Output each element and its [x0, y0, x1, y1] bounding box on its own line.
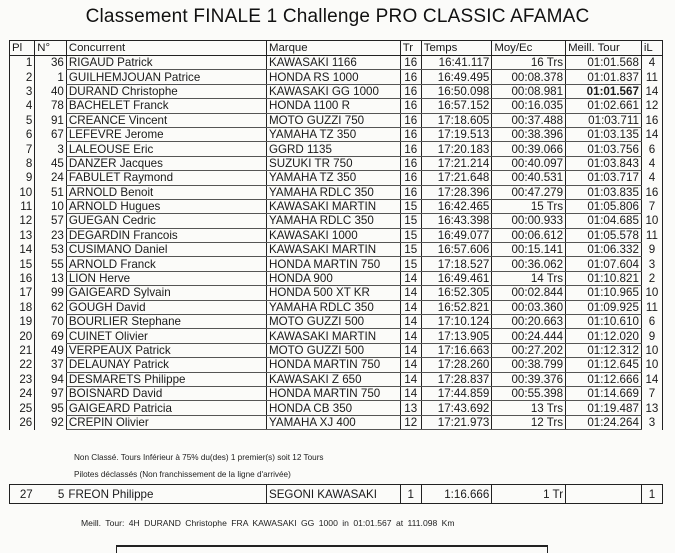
cell-brand: HONDA 500 XT KR [266, 286, 400, 300]
cell-number: 95 [35, 401, 67, 415]
table-row [10, 358, 663, 372]
cell-laps: 1 [400, 485, 421, 504]
cell-brand: YAMAHA TZ 350 [266, 171, 400, 185]
cell-best-lap-index: 7 [641, 199, 662, 213]
page-title: Classement FINALE 1 Challenge PRO CLASSIC AFAMAC [85, 6, 590, 27]
cell-position: 24 [10, 386, 35, 400]
cell-number: 53 [35, 243, 67, 257]
cell-best-lap-index: 10 [641, 358, 662, 372]
cell-position: 19 [10, 315, 35, 329]
cell-gap: 00:38.396 [492, 127, 566, 141]
cell-time: 16:52.305 [421, 286, 492, 300]
cell-number: 5 [57, 487, 65, 501]
cell-position: 17 [10, 286, 35, 300]
cell-competitor: DESMARETS Philippe [66, 372, 266, 386]
cell-number: 91 [35, 113, 67, 127]
cell-best-lap: 01:10.821 [566, 271, 642, 285]
cell-position: 7 [10, 142, 35, 156]
table-row [10, 257, 663, 271]
cell-gap: 00:08.378 [492, 70, 566, 84]
cell-best-lap: 01:14.669 [566, 386, 642, 400]
cell-gap: 00:40.097 [492, 156, 566, 170]
table-row [10, 329, 663, 343]
cell-competitor: LION Herve [66, 271, 266, 285]
cell-best-lap: 01:03.843 [566, 156, 642, 170]
table-row [10, 228, 663, 242]
cell-gap: 00:00.933 [492, 214, 566, 228]
table-row [10, 99, 663, 113]
cell-competitor: GUILHEMJOUAN Patrice [66, 70, 266, 84]
table-row [10, 415, 663, 429]
cell-gap: 00:03.360 [492, 300, 566, 314]
cell-position: 8 [10, 156, 35, 170]
cell-best-lap: 01:03.717 [566, 171, 642, 185]
cell-laps: 15 [400, 214, 421, 228]
cell-best-lap: 01:09.925 [566, 300, 642, 314]
cell-number: 70 [35, 315, 67, 329]
header-number: N° [35, 41, 67, 56]
cell-best-lap-index: 10 [641, 343, 662, 357]
cell-competitor: LALEOUSE Eric [66, 142, 266, 156]
cell-time: 1:16.666 [421, 485, 492, 504]
cell-laps: 14 [400, 300, 421, 314]
table-row [10, 156, 663, 170]
cell-best-lap: 01:01.837 [566, 70, 642, 84]
cell-position: 10 [10, 185, 35, 199]
cell-brand: HONDA 900 [266, 271, 400, 285]
cell-number: 23 [35, 228, 67, 242]
cell-time: 17:43.692 [421, 401, 492, 415]
cell-number: 24 [35, 171, 67, 185]
cell-brand: YAMAHA RDLC 350 [266, 300, 400, 314]
cell-best-lap-index: 3 [641, 257, 662, 271]
cell-brand: HONDA MARTIN 750 [266, 257, 400, 271]
cell-best-lap-index: 10 [641, 214, 662, 228]
cell-laps: 16 [400, 84, 421, 98]
cell-best-lap-index: 1 [648, 487, 656, 501]
cell-laps: 16 [400, 56, 421, 70]
cell-brand: MOTO GUZZI 500 [266, 343, 400, 357]
cell-best-lap-index: 9 [641, 329, 662, 343]
cell-number: 92 [35, 415, 67, 429]
header-time: Temps [421, 41, 492, 56]
cell-brand: YAMAHA TZ 350 [266, 127, 400, 141]
cell-brand: YAMAHA RDLC 350 [266, 214, 400, 228]
cell-time: 17:18.605 [421, 113, 492, 127]
cell-gap: 00:38.799 [492, 358, 566, 372]
cell-number: 62 [35, 300, 67, 314]
header-gap: Moy/Ec [492, 41, 566, 56]
cell-position: 18 [10, 300, 35, 314]
cell-number: 97 [35, 386, 67, 400]
cell-time: 17:19.513 [421, 127, 492, 141]
cell-best-lap: 01:05.806 [566, 199, 642, 213]
cell-best-lap: 01:05.578 [566, 228, 642, 242]
cell-competitor: GUEGAN Cedric [66, 214, 266, 228]
cell-position: 5 [10, 113, 35, 127]
cell-time: 16:49.461 [421, 271, 492, 285]
table-row [10, 113, 663, 127]
cell-best-lap-index: 11 [641, 70, 662, 84]
cell-laps: 15 [400, 243, 421, 257]
cell-time: 16:42.465 [421, 199, 492, 213]
cell-brand: HONDA MARTIN 750 [266, 358, 400, 372]
cell-brand: MOTO GUZZI 500 [266, 315, 400, 329]
cell-laps: 16 [400, 70, 421, 84]
cell-best-lap-index: 9 [641, 243, 662, 257]
cell-gap: 15 Trs [492, 199, 566, 213]
cell-position: 25 [10, 401, 35, 415]
cell-position: 22 [10, 358, 35, 372]
cell-best-lap-index: 7 [641, 386, 662, 400]
cell-best-lap: 01:04.685 [566, 214, 642, 228]
cell-best-lap [566, 485, 642, 504]
bottom-frame [116, 545, 548, 553]
cell-competitor: VERPEAUX Patrick [66, 343, 266, 357]
cell-position: 12 [10, 214, 35, 228]
cell-number: 99 [35, 286, 67, 300]
cell-gap: 00:47.279 [492, 185, 566, 199]
cell-position: 20 [10, 329, 35, 343]
cell-number: 10 [35, 199, 67, 213]
cell-best-lap-index: 11 [641, 300, 662, 314]
cell-best-lap: 01:03.756 [566, 142, 642, 156]
cell-brand: HONDA CB 350 [266, 401, 400, 415]
cell-best-lap-index: 14 [641, 127, 662, 141]
results-table [9, 40, 663, 430]
cell-position: 1 [10, 56, 35, 70]
cell-gap: 1 Tr [492, 485, 566, 504]
cell-gap: 00:02.844 [492, 286, 566, 300]
cell-best-lap-index: 4 [641, 56, 662, 70]
cell-best-lap-index: 13 [641, 401, 662, 415]
table-row [10, 300, 663, 314]
cell-position: 16 [10, 271, 35, 285]
cell-position: 6 [10, 127, 35, 141]
table-row [10, 127, 663, 141]
table-row [10, 286, 663, 300]
cell-laps: 14 [400, 286, 421, 300]
cell-competitor: BACHELET Franck [66, 99, 266, 113]
cell-competitor: GAIGEARD Sylvain [66, 286, 266, 300]
cell-competitor: RIGAUD Patrick [66, 56, 266, 70]
cell-number: 37 [35, 358, 67, 372]
cell-gap: 00:24.444 [492, 329, 566, 343]
cell-gap: 12 Trs [492, 415, 566, 429]
table-row [10, 271, 663, 285]
cell-time: 17:13.905 [421, 329, 492, 343]
cell-time: 17:16.663 [421, 343, 492, 357]
cell-laps: 15 [400, 228, 421, 242]
cell-best-lap: 01:12.312 [566, 343, 642, 357]
cell-brand: KAWASAKI MARTIN [266, 243, 400, 257]
cell-position: 4 [10, 99, 35, 113]
cell-laps: 15 [400, 199, 421, 213]
cell-time: 17:18.527 [421, 257, 492, 271]
cell-gap: 00:39.376 [492, 372, 566, 386]
cell-competitor: GOUGH David [66, 300, 266, 314]
cell-number: 55 [35, 257, 67, 271]
cell-competitor: CUINET Olivier [66, 329, 266, 343]
cell-gap: 00:16.035 [492, 99, 566, 113]
cell-competitor: DURAND Christophe [66, 84, 266, 98]
cell-laps: 16 [400, 185, 421, 199]
cell-gap: 00:20.663 [492, 315, 566, 329]
cell-best-lap: 01:12.020 [566, 329, 642, 343]
cell-number: 94 [35, 372, 67, 386]
cell-gap: 00:15.141 [492, 243, 566, 257]
cell-competitor: BOISNARD David [66, 386, 266, 400]
cell-time: 17:44.859 [421, 386, 492, 400]
cell-time: 17:21.648 [421, 171, 492, 185]
cell-time: 17:28.837 [421, 372, 492, 386]
table-row [10, 171, 663, 185]
cell-competitor: CREPIN Olivier [66, 415, 266, 429]
cell-best-lap: 01:10.610 [566, 315, 642, 329]
fastest-lap-line: Meill. Tour: 4H DURAND Christophe FRA KAWASAKI GG 1000 in 01:01.567 at 111.098 Km [81, 518, 455, 528]
cell-position: 14 [10, 243, 35, 257]
cell-number: 1 [35, 70, 67, 84]
cell-best-lap: 01:01.568 [566, 56, 642, 70]
table-row [10, 243, 663, 257]
cell-brand: KAWASAKI MARTIN [266, 199, 400, 213]
cell-position: 13 [10, 228, 35, 242]
cell-laps: 16 [400, 171, 421, 185]
cell-time: 16:52.821 [421, 300, 492, 314]
cell-position: 26 [10, 415, 35, 429]
cell-competitor: GAIGEARD Patricia [66, 401, 266, 415]
cell-position: 9 [10, 171, 35, 185]
cell-brand: KAWASAKI 1000 [266, 228, 400, 242]
cell-number: 3 [35, 142, 67, 156]
cell-best-lap: 01:06.332 [566, 243, 642, 257]
header-best-lap-index: iL [641, 41, 662, 56]
cell-best-lap-index: 14 [641, 84, 662, 98]
header-brand: Marque [266, 41, 400, 56]
cell-position: 3 [10, 84, 35, 98]
cell-best-lap-index: 2 [641, 271, 662, 285]
cell-competitor: FREON Philippe [68, 487, 154, 501]
cell-laps: 14 [400, 315, 421, 329]
cell-laps: 14 [400, 343, 421, 357]
cell-best-lap-index: 6 [641, 142, 662, 156]
cell-position: 23 [10, 372, 35, 386]
cell-gap: 16 Trs [492, 56, 566, 70]
header-laps: Tr [400, 41, 421, 56]
cell-time: 17:20.183 [421, 142, 492, 156]
cell-time: 16:49.077 [421, 228, 492, 242]
cell-position: 21 [10, 343, 35, 357]
cell-laps: 14 [400, 386, 421, 400]
cell-best-lap-index: 3 [641, 415, 662, 429]
cell-best-lap-index: 11 [641, 228, 662, 242]
cell-number: 13 [35, 271, 67, 285]
cell-brand: KAWASAKI Z 650 [266, 372, 400, 386]
cell-time: 16:43.398 [421, 214, 492, 228]
table-row [10, 56, 663, 70]
cell-competitor: DANZER Jacques [66, 156, 266, 170]
cell-gap: 00:08.981 [492, 84, 566, 98]
table-row [10, 343, 663, 357]
cell-best-lap-index: 10 [641, 286, 662, 300]
note-not-classified: Non Classé. Tours Inférieur à 75% du(des) 1 premier(s) soit 12 Tours [74, 453, 324, 462]
cell-number: 57 [35, 214, 67, 228]
cell-brand: GGRD 1135 [266, 142, 400, 156]
cell-best-lap: 01:12.666 [566, 372, 642, 386]
cell-best-lap: 01:03.135 [566, 127, 642, 141]
cell-competitor: CUSIMANO Daniel [66, 243, 266, 257]
table-row [10, 401, 663, 415]
cell-time: 17:28.260 [421, 358, 492, 372]
cell-number: 45 [35, 156, 67, 170]
table-header-row [10, 41, 663, 56]
cell-laps: 12 [400, 415, 421, 429]
cell-time: 16:57.606 [421, 243, 492, 257]
downgraded-table [9, 484, 663, 504]
cell-position: 15 [10, 257, 35, 271]
cell-gap: 00:27.202 [492, 343, 566, 357]
cell-competitor: DELAUNAY Patrick [66, 358, 266, 372]
cell-time: 16:57.152 [421, 99, 492, 113]
cell-brand: MOTO GUZZI 750 [266, 113, 400, 127]
cell-gap: 00:55.398 [492, 386, 566, 400]
cell-competitor: BOURLIER Stephane [66, 315, 266, 329]
cell-laps: 16 [400, 142, 421, 156]
cell-position: 2 [10, 70, 35, 84]
cell-best-lap-index: 4 [641, 156, 662, 170]
table-row [10, 372, 663, 386]
cell-laps: 14 [400, 271, 421, 285]
cell-best-lap: 01:19.487 [566, 401, 642, 415]
cell-laps: 16 [400, 113, 421, 127]
cell-best-lap-index: 16 [641, 185, 662, 199]
cell-time: 16:41.117 [421, 56, 492, 70]
cell-brand: YAMAHA RDLC 350 [266, 185, 400, 199]
cell-laps: 16 [400, 99, 421, 113]
table-row [10, 485, 663, 504]
cell-number: 49 [35, 343, 67, 357]
cell-best-lap: 01:02.661 [566, 99, 642, 113]
cell-laps: 14 [400, 372, 421, 386]
cell-brand: KAWASAKI GG 1000 [266, 84, 400, 98]
cell-laps: 14 [400, 329, 421, 343]
table-row [10, 386, 663, 400]
cell-competitor: ARNOLD Hugues [66, 199, 266, 213]
table-row [10, 142, 663, 156]
header-best-lap: Meill. Tour [566, 41, 642, 56]
cell-number: 78 [35, 99, 67, 113]
cell-best-lap: 01:24.264 [566, 415, 642, 429]
table-row [10, 185, 663, 199]
cell-brand: KAWASAKI 1166 [266, 56, 400, 70]
cell-competitor: CREANCE Vincent [66, 113, 266, 127]
cell-gap: 14 Trs [492, 271, 566, 285]
cell-number: 67 [35, 127, 67, 141]
cell-laps: 16 [400, 127, 421, 141]
cell-position: 11 [10, 199, 35, 213]
cell-gap: 13 Trs [492, 401, 566, 415]
table-row [10, 70, 663, 84]
cell-time: 16:49.495 [421, 70, 492, 84]
cell-time: 17:21.214 [421, 156, 492, 170]
cell-laps: 13 [400, 401, 421, 415]
cell-competitor: ARNOLD Benoit [66, 185, 266, 199]
cell-number: 36 [35, 56, 67, 70]
cell-laps: 14 [400, 358, 421, 372]
cell-gap: 00:36.062 [492, 257, 566, 271]
cell-best-lap: 01:12.645 [566, 358, 642, 372]
cell-best-lap-index: 14 [641, 372, 662, 386]
cell-time: 17:21.973 [421, 415, 492, 429]
cell-gap: 00:37.488 [492, 113, 566, 127]
cell-best-lap: 01:10.965 [566, 286, 642, 300]
header-position: Pl [10, 41, 35, 56]
cell-best-lap: 01:07.604 [566, 257, 642, 271]
cell-competitor: ARNOLD Franck [66, 257, 266, 271]
cell-laps: 16 [400, 156, 421, 170]
cell-number: 40 [35, 84, 67, 98]
cell-time: 17:10.124 [421, 315, 492, 329]
cell-best-lap: 01:03.835 [566, 185, 642, 199]
cell-brand: KAWASAKI MARTIN [266, 329, 400, 343]
cell-brand: HONDA MARTIN 750 [266, 386, 400, 400]
cell-brand: HONDA 1100 R [266, 99, 400, 113]
cell-brand: SUZUKI TR 750 [266, 156, 400, 170]
cell-gap: 00:39.066 [492, 142, 566, 156]
cell-time: 16:50.098 [421, 84, 492, 98]
cell-time: 17:28.396 [421, 185, 492, 199]
cell-gap: 00:40.531 [492, 171, 566, 185]
cell-best-lap-index: 4 [641, 171, 662, 185]
cell-best-lap: 01:01.567 [566, 84, 642, 98]
cell-best-lap-index: 12 [641, 99, 662, 113]
table-row [10, 315, 663, 329]
cell-competitor: LEFEVRE Jerome [66, 127, 266, 141]
cell-best-lap-index: 6 [641, 315, 662, 329]
cell-gap: 00:06.612 [492, 228, 566, 242]
cell-competitor: FABULET Raymond [66, 171, 266, 185]
table-row [10, 199, 663, 213]
cell-brand: HONDA RS 1000 [266, 70, 400, 84]
cell-position: 27 [19, 487, 33, 501]
cell-best-lap-index: 16 [641, 113, 662, 127]
cell-competitor: DEGARDIN Francois [66, 228, 266, 242]
cell-laps: 15 [400, 257, 421, 271]
table-row [10, 214, 663, 228]
cell-number: 51 [35, 185, 67, 199]
header-competitor: Concurrent [66, 41, 266, 56]
results-body [10, 56, 663, 430]
cell-number: 69 [35, 329, 67, 343]
cell-brand: YAMAHA XJ 400 [266, 415, 400, 429]
note-downgraded: Pilotes déclassés (Non franchissement de la ligne d'arrivée) [74, 470, 291, 479]
cell-brand: SEGONI KAWASAKI [266, 485, 400, 504]
cell-best-lap: 01:03.711 [566, 113, 642, 127]
table-row [10, 84, 663, 98]
